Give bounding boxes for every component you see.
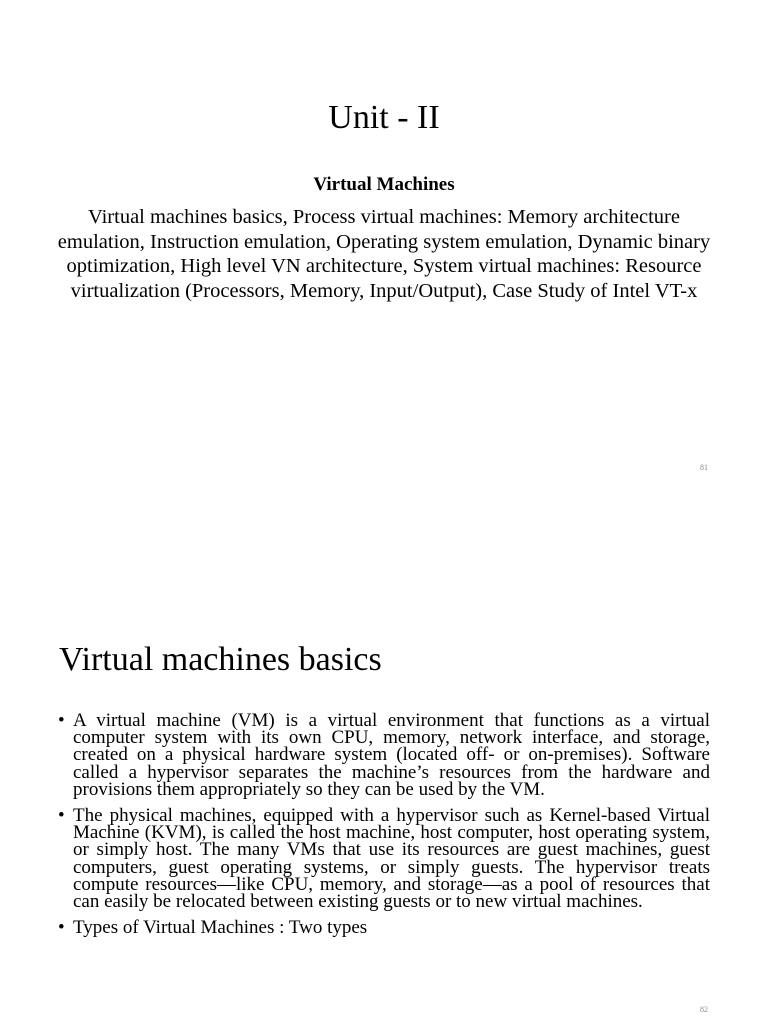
slide-82 bbox=[0, 524, 768, 1024]
page-number: 81 bbox=[700, 463, 708, 472]
slide-81 bbox=[0, 0, 768, 500]
bullet-icon: • bbox=[58, 917, 65, 939]
bullet-text: A virtual machine (VM) is a virtual environment that functions as a virtual computer system with its own CPU, memory, network interface, and storage, created on a physical hardware system (located off- or on-premises). Software called a hypervisor separates the machine’s resources from the hardware and provisions them appropriately so they can be used by the VM. bbox=[73, 710, 710, 800]
syllabus-text: Virtual machines basics, Process virtual machines: Memory architecture emulation, Instruction emulation, Operating system emulation, Dynamic binary optimization, High level VN architecture, System virtual machines: Resource virtualization (Processors, Memory, Input/Output), Case Study of Intel VT-x bbox=[57, 206, 711, 302]
bullet-text: Types of Virtual Machines : Two types bbox=[73, 917, 368, 939]
bullet-icon: • bbox=[58, 710, 65, 731]
page-number: 82 bbox=[700, 1005, 708, 1014]
bullet-list bbox=[58, 712, 710, 945]
unit-title: Unit - II bbox=[328, 99, 440, 136]
list-item bbox=[58, 805, 710, 913]
list-item bbox=[58, 712, 710, 798]
slide-title: Virtual machines basics bbox=[59, 641, 382, 678]
bullet-text: The physical machines, equipped with a hypervisor such as Kernel-based Virtual Machine (KVM), is called the host machine, host computer, host operating system, or simply host. The many VMs that use its resources are guest machines, guest computers, guest operating systems, or simply guests. The hypervisor treats compute resources—like CPU, memory, and storage—as a pool of resources that can easily be relocated between existing guests or to new virtual machines. bbox=[73, 805, 710, 913]
section-heading: Virtual Machines bbox=[313, 174, 455, 195]
list-item bbox=[58, 917, 710, 939]
bullet-icon: • bbox=[58, 805, 65, 827]
